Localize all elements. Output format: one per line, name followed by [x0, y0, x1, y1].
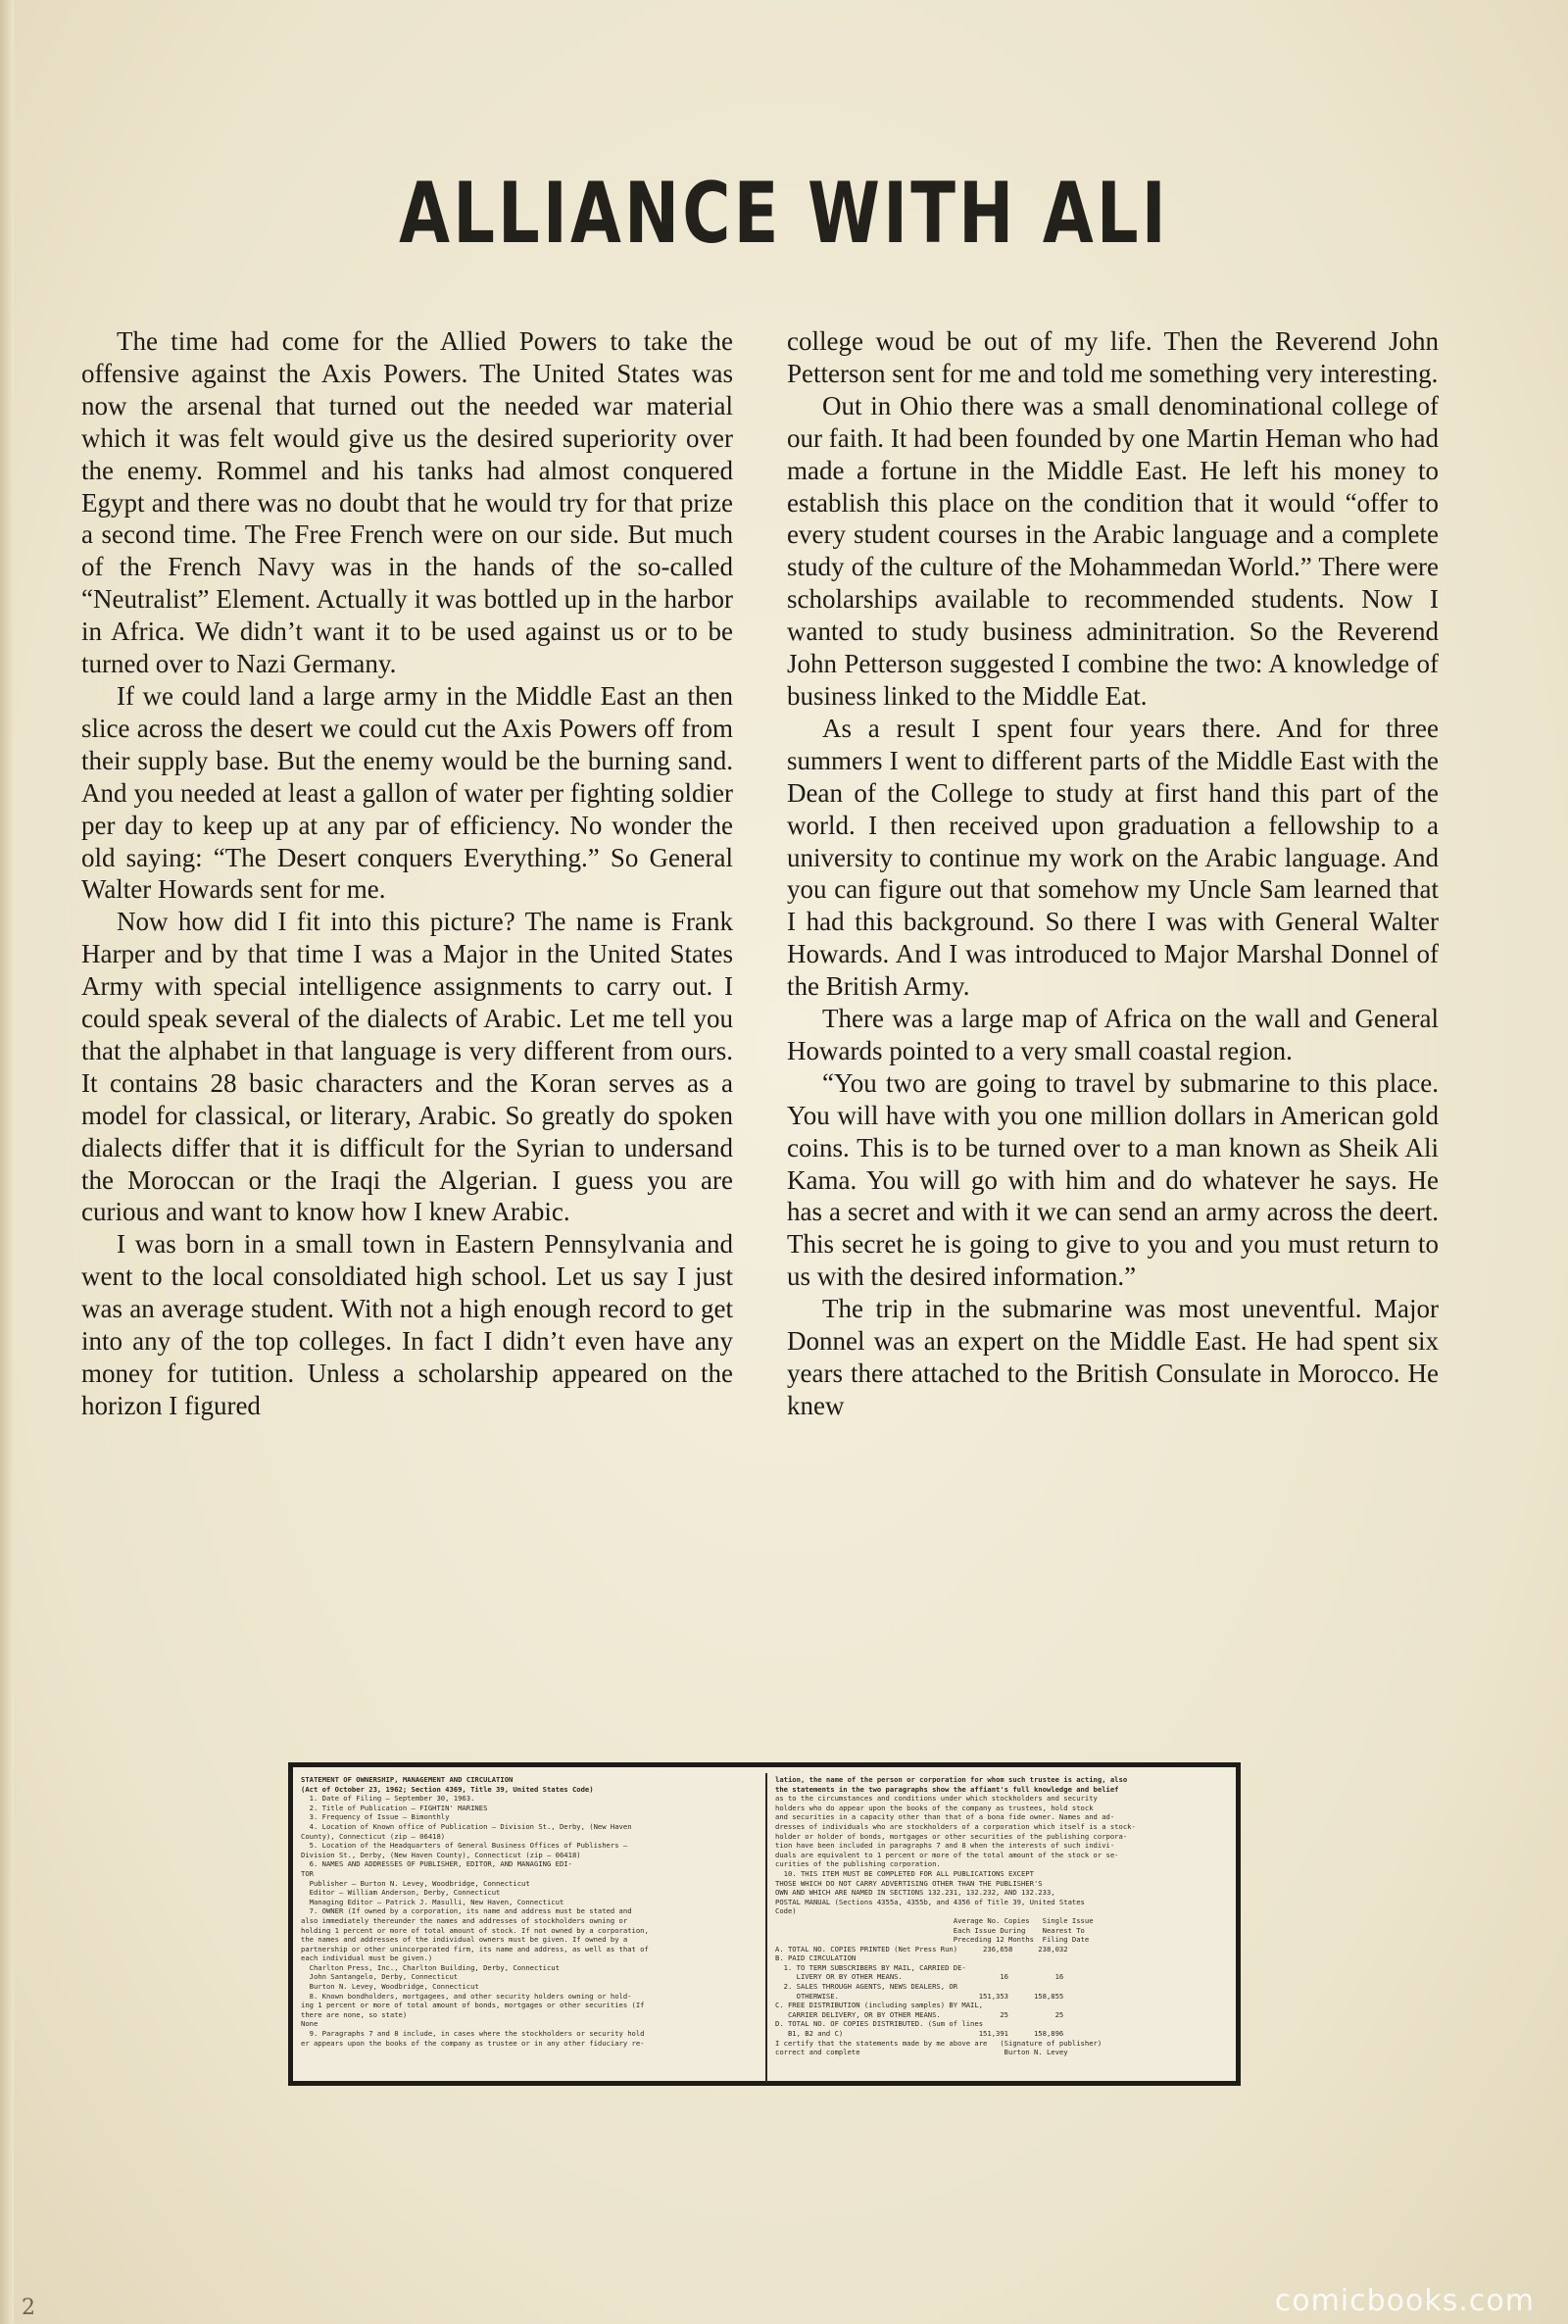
- paragraph: Now how did I fit into this picture? The name is Frank Harper and by that time I was a Major in the United States Army with special intelligence assignments to carry out. I could speak several of the dialects of Arabic. Let me tell you that the alphabet in that language is very different from ours. It contains 28 basic characters and the Koran serves as a model for classical, or literary, Arabic. So greatly do spoken dialects differ that it is difficult for the Syrian to undersand the Moroccan or the Iraqi the Algerian. I guess you are curious and want to know how I knew Arabic.: [81, 907, 733, 1227]
- paragraph: The time had come for the Allied Powers to take the offensive against the Axis Powers. The United States was now the arsenal that turned out the needed war material which it was felt would give us the desired superiority over the enemy. Rommel and his tanks had almost conquered Egypt and there was no doubt that he would try for that prize a second time. The Free French were on our side. But much of the French Navy was in the hands of the so-called “Neutralist” Element. Actually it was bottled up in the harbor in Africa. We didn’t want it to be used against us or to be turned over to Nazi Germany.: [81, 326, 733, 679]
- paragraph: “You two are going to travel by submarine to this place. You will have with you one million dollars in American gold coins. This is to be turned over to a man known as Sheik Ali Kama. You will go with him and do whatever he says. He has a secret and with it we can send an army across the deert. This secret he is going to give to you and you must return to us with the desired information.”: [787, 1067, 1439, 1292]
- text-column-right: [787, 325, 1439, 1422]
- statement-line: also immediately thereunder the names and addresses of stockholders owning or: [301, 1915, 628, 1925]
- statement-line: LIVERY OR BY OTHER MEANS. 16 16: [775, 1972, 1064, 1982]
- statement-line: B1, B2 and C) 151,391 158,896: [775, 2029, 1064, 2039]
- statement-line: THOSE WHICH DO NOT CARRY ADVERTISING OTHER THAN THE PUBLISHER'S: [775, 1878, 1043, 1888]
- story-title: ALLIANCE WITH ALI: [399, 165, 1169, 263]
- statement-line: 3. Frequency of Issue — Bimonthly: [301, 1812, 450, 1822]
- statement-line: 2. Title of Publication — FIGHTIN' MARINES: [301, 1803, 488, 1812]
- statement-line: OTHERWISE. 151,353 158,855: [775, 1991, 1064, 2001]
- statement-line: dresses of individuals who are stockholders of a corporation which itself is a stock-: [775, 1821, 1136, 1831]
- statement-line: er appears upon the books of the company as trustee or in any other fiduciary re-: [301, 2038, 645, 2048]
- statement-line: partnership or other unincorporated firm, its name and address, as well as that of: [301, 1944, 649, 1953]
- statement-line: Preceding 12 Months Filing Date: [775, 1935, 1090, 1945]
- page-corner-mark: 2: [22, 2296, 35, 2320]
- statement-line: OWN AND WHICH ARE NAMED IN SECTIONS 132.231, 132.232, AND 132.233,: [775, 1888, 1055, 1898]
- statement-line: holders who do appear upon the books of the company as trustees, hold stock: [775, 1803, 1094, 1812]
- statement-line: Division St., Derby, (New Haven County), Connecticut (zip — 06418): [301, 1850, 581, 1859]
- paragraph: college woud be out of my life. Then the Reverend John Petterson sent for me and told me something very interesting.: [787, 326, 1439, 388]
- statement-line: curities of the publishing corporation.: [775, 1859, 941, 1869]
- paragraph: As a result I spent four years there. And for three summers I went to different parts of the Middle East with the Dean of the College to study at first hand this part of the world. I then received upon graduation a fellowship to a university to continue my work on the Arabic language. And you can figure out that somehow my Uncle Sam learned that I had this background. So there I was with General Walter Howards. And I was introduced to Major Marshal Donnel of the British Army.: [787, 713, 1439, 1002]
- statement-line: correct and complete Burton N. Levey: [775, 2048, 1068, 2057]
- statement-line: Burton N. Levey, Woodbridge, Connecticut: [301, 1982, 479, 1992]
- statement-line: Editor — William Anderson, Derby, Connecticut: [301, 1888, 501, 1898]
- statement-line: County), Connecticut (zip — 06418): [301, 1831, 446, 1841]
- statement-line: as to the circumstances and conditions under which stockholders and security: [775, 1794, 1098, 1804]
- statement-line: I certify that the statements made by me above are (Signature of publisher): [775, 2038, 1102, 2048]
- statement-line: 6. NAMES AND ADDRESSES OF PUBLISHER, EDITOR, AND MANAGING EDI-: [301, 1859, 572, 1869]
- statement-line: John Santangelo, Derby, Connecticut: [301, 1972, 459, 1982]
- statement-line: Each Issue During Nearest To: [775, 1925, 1085, 1935]
- paragraph: The trip in the submarine was most uneventful. Major Donnel was an expert on the Middle East. He had spent six years there attached to the British Consulate in Morocco. He knew: [787, 1294, 1439, 1420]
- paragraph: There was a large map of Africa on the wall and General Howards pointed to a very small coastal region.: [787, 1004, 1439, 1065]
- statement-line: there are none, so state): [301, 2009, 408, 2019]
- paragraph: Out in Ohio there was a small denominational college of our faith. It had been founded by one Martin Heman who had made a fortune in the Middle East. He left his money to establish this place on the condition that it would “offer to every student courses in the Arabic language and a complete study of the culture of the Mohammedan World.” There were scholarships available to recommended students. Now I wanted to study business adminitration. So the Reverend John Petterson suggested I combine the two: A knowledge of business linked to the Middle Eat.: [787, 390, 1439, 711]
- statement-column-left: [301, 1775, 754, 2081]
- statement-column-right: [775, 1775, 1228, 2081]
- statement-line: 10. THIS ITEM MUST BE COMPLETED FOR ALL PUBLICATIONS EXCEPT: [775, 1868, 1034, 1878]
- ownership-statement-box: [288, 1762, 1241, 2086]
- text-column-left: [81, 325, 733, 1422]
- paragraph: If we could land a large army in the Middle East an then slice across the desert we could cut the Axis Powers off from their supply base. But the enemy would be the burning sand. And you needed at least a gallon of water per fighting soldier per day to keep up at any par of efficiency. No wonder the old saying: “The Desert conquers Everything.” So General Walter Howards sent for me.: [81, 680, 733, 905]
- statement-line: and securities in a capacity other than that of a bona fide owner. Names and ad-: [775, 1812, 1115, 1822]
- statement-line: each individual must be given.): [301, 1953, 433, 1963]
- statement-line: the statements in the two paragraphs show the affiant's full knowledge and belief: [775, 1784, 1119, 1794]
- statement-line: lation, the name of the person or corporation for whom such trustee is acting, also: [775, 1775, 1128, 1784]
- statement-line: None: [301, 2019, 318, 2029]
- statement-line: 4. Location of Known office of Publication — Division St., Derby, (New Haven: [301, 1821, 632, 1831]
- statement-divider: [765, 1773, 767, 2083]
- statement-line: 7. OWNER (If owned by a corporation, its name and address must be stated and: [301, 1906, 632, 1916]
- statement-line: Managing Editor — Patrick J. Masulli, New Haven, Connecticut: [301, 1897, 564, 1906]
- statement-line: holding 1 percent or more of total amount of stock. If not owned by a corporation,: [301, 1925, 649, 1935]
- statement-line: CARRIER DELIVERY, OR BY OTHER MEANS. 25 25: [775, 2009, 1064, 2019]
- statement-line: C. FREE DISTRIBUTION (including samples) BY MAIL,: [775, 2001, 984, 2010]
- statement-line: A. TOTAL NO. COPIES PRINTED (Net Press Run) 236,658 238,032: [775, 1944, 1068, 1953]
- page-edge-shadow: [0, 0, 14, 2324]
- statement-line: Average No. Copies Single Issue: [775, 1915, 1094, 1925]
- statement-line: ing 1 percent or more of total amount of bonds, mortgages or other securities (If: [301, 2001, 645, 2010]
- paragraph: I was born in a small town in Eastern Pennsylvania and went to the local consoldiated high school. Let us say I just was an average student. With not a high enough record to get into any of the top colleges. In fact I didn’t even have any money for tutition. Unless a scholarship appeared on the horizon I figured: [81, 1229, 733, 1420]
- statement-line: D. TOTAL NO. OF COPIES DISTRIBUTED. (Sum of lines: [775, 2019, 984, 2029]
- statement-line: TOR: [301, 1868, 314, 1878]
- statement-line: 9. Paragraphs 7 and 8 include, in cases where the stockholders or security hold: [301, 2029, 645, 2039]
- site-watermark: comicbooks.com: [1274, 2284, 1535, 2318]
- statement-line: duals are equivalent to 1 percent or more of the total amount of the stock or se-: [775, 1850, 1119, 1859]
- statement-line: 5. Location of the Headquarters of General Business Offices of Publishers —: [301, 1841, 628, 1851]
- statement-line: holder or holder of bonds, mortgages or other securities of the publishing corpora-: [775, 1831, 1128, 1841]
- statement-line: Charlton Press, Inc., Charlton Building, Derby, Connecticut: [301, 1962, 560, 1972]
- statement-line: STATEMENT OF OWNERSHIP, MANAGEMENT AND CIRCULATION: [301, 1775, 514, 1784]
- statement-line: 8. Known bondholders, mortgagees, and other security holders owning or hold-: [301, 1991, 632, 2001]
- statement-line: B. PAID CIRCULATION: [775, 1953, 857, 1963]
- statement-line: (Act of October 23, 1962; Section 4369, Title 39, United States Code): [301, 1784, 594, 1794]
- statement-line: 1. TO TERM SUBSCRIBERS BY MAIL, CARRIED DE-: [775, 1962, 966, 1972]
- statement-line: POSTAL MANUAL (Sections 4355a, 4355b, and 4356 of Title 39, United States: [775, 1897, 1085, 1906]
- statement-line: Code): [775, 1906, 797, 1916]
- statement-line: 1. Date of Filing — September 30, 1963.: [301, 1794, 475, 1804]
- statement-line: Publisher — Burton N. Levey, Woodbridge, Connecticut: [301, 1878, 530, 1888]
- statement-line: the names and addresses of the individual owners must be given. If owned by a: [301, 1935, 628, 1945]
- statement-line: tion have been included in paragraphs 7 and 8 when the interests of such indivi-: [775, 1841, 1115, 1851]
- statement-line: 2. SALES THROUGH AGENTS, NEWS DEALERS, OR: [775, 1982, 958, 1992]
